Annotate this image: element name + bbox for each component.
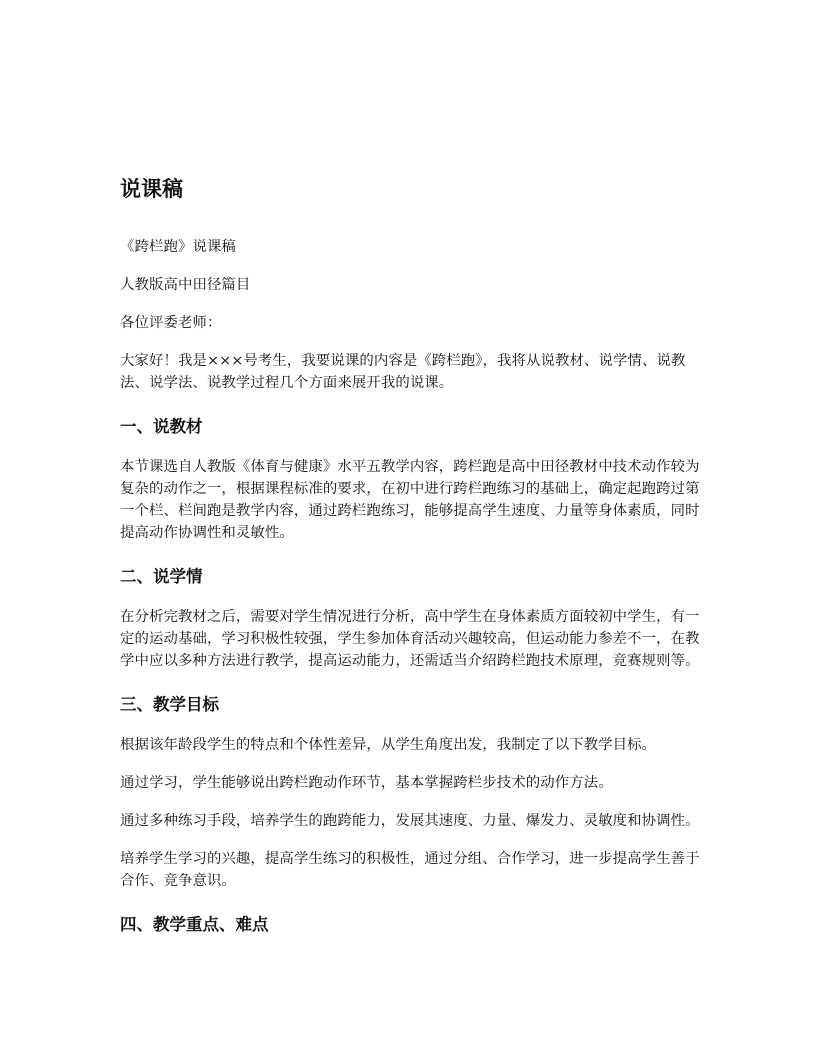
section-heading-objectives: 三、教学目标 xyxy=(120,695,219,714)
section-paragraph: 本节课选自人教版《体育与健康》水平五教学内容，跨栏跑是高中田径教材中技术动作较为复杂的动作之一，根据课程标准的要求，在初中进行跨栏跑练习的基础上，确定起跑跨过第一个栏、栏间跑是教学内容，通过跨栏跑练习，能够提高学生速度、力量等身体素质，同时提高动作协调性和灵敏性。 xyxy=(120,459,700,541)
section-heading-students: 二、说学情 xyxy=(120,567,203,586)
section-paragraph: 在分析完教材之后，需要对学生情况进行分析，高中学生在身体素质方面较初中学生，有一定的运动基础，学习积极性较强，学生参加体育活动兴趣较高，但运动能力参差不一，在教学中应以多种方法进行教学，提高运动能力，还需适当介绍跨栏跑技术原理，竞赛规则等。 xyxy=(120,609,700,669)
document-title: 说课稿 xyxy=(120,177,183,201)
section-heading-key-points: 四、教学重点、难点 xyxy=(120,915,269,934)
section-paragraph: 培养学生学习的兴趣，提高学生练习的积极性，通过分组、合作学习，进一步提高学生善于合作、竞争意识。 xyxy=(120,851,700,889)
section-heading-textbook: 一、说教材 xyxy=(120,417,203,436)
intro-source: 人教版高中田径篇目 xyxy=(120,277,251,293)
section-paragraph: 通过学习，学生能够说出跨栏跑动作环节，基本掌握跨栏步技术的动作方法。 xyxy=(120,775,613,791)
intro-salutation: 各位评委老师： xyxy=(120,315,222,331)
section-paragraph: 通过多种练习手段，培养学生的跑跨能力，发展其速度、力量、爆发力、灵敏度和协调性。 xyxy=(120,813,700,829)
intro-greeting: 大家好！我是×××号考生，我要说课的内容是《跨栏跑》，我将从说教材、说学情、说教法、说学法、说教学过程几个方面来展开我的说课。 xyxy=(120,353,686,391)
section-paragraph: 根据该年龄段学生的特点和个体性差异，从学生角度出发，我制定了以下教学目标。 xyxy=(120,737,657,753)
document-page xyxy=(120,172,710,954)
intro-course-title: 《跨栏跑》说课稿 xyxy=(120,239,236,255)
